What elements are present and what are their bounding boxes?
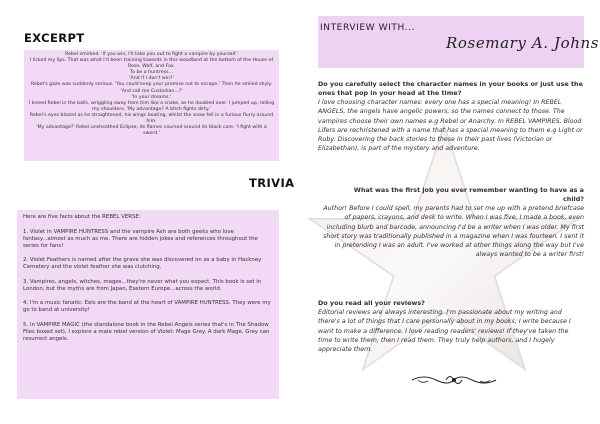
right-page [300, 0, 600, 424]
question-2: What was the first job you ever remember wanting to have as a child? [353, 186, 584, 203]
trivia-item: 4. I'm a music fanatic: Eels are the band at the heart of VAMPIRE HUNTRESS. They were my go to band at university! [23, 300, 271, 313]
excerpt-line: I licked my lips. That was what I'd been training towards in this woodland at the bottom of the House of Rose, Wolf, and Fox. [29, 58, 274, 70]
author-name: Rosemary A. Johns [446, 34, 600, 52]
trivia-item: 5. In VAMPIRE MAGIC (the standalone book in the Rebel Angels series that's in The Shadow Files boxed set), I explore a male rebel version of Violet: Mage Grey. A dark Mage, Grey can resurrect angels. [23, 321, 270, 342]
trivia-item: 1. Violet in VAMPIRE HUNTRESS and the vampire Ash are both geeks who love fantasy...almost as much as me. There are hidden jokes and references throughout the series for fans! [23, 228, 258, 249]
flourish-icon [404, 370, 504, 390]
excerpt-panel [24, 50, 279, 161]
excerpt-line: Rebel's eyes blazed as he straightened, his wings beating, whilst the snow fell in a furious flurry around him. [29, 112, 274, 125]
question-1: Do you carefully select the character names in your books or just use the ones that pop in your head at the time? [318, 80, 583, 97]
excerpt-line: 'In your dreams.' [131, 94, 172, 100]
trivia-intro: Here are five facts about the REBEL VERSE: [23, 214, 141, 220]
excerpt-line: 'My advantage?' Rebel unsheathed Eclipse; its flames coursed around its black core. 'I fight with a sword.' [36, 125, 267, 137]
excerpt-line: I kneed Rebel in the balls, wriggling away from him like a snake, as he doubled over. I jumped up, rolling my shoulders. 'My advantage? A bitch fights dirty.' [28, 100, 275, 112]
answer-1: I love choosing character names: every one has a special meaning! In REBEL ANGELS, the angels have angelic powers, so the names connect to those. The vampires choose their own names e.g Rebel or Anarchy. In REBEL VAMPIRES, Blood Lifers are rechristened with a name that has a special meaning to them e.g Light or Ruby. Discovering the back stories to these in their past lives (Victorian or Elizabethan), is part of the mystery and adventure. [318, 99, 583, 153]
excerpt-line: Rebel's gaze was suddenly serious. 'You could keep your promise not to escape.' Then he smiled shyly. 'And call me Custodian...?' [30, 82, 273, 94]
trivia-heading: TRIVIA [249, 176, 295, 190]
trivia-panel [17, 210, 279, 399]
excerpt-heading: EXCERPT [24, 31, 85, 45]
interview-label: INTERVIEW WITH... [320, 23, 416, 33]
question-3: Do you read all your reviews? [318, 299, 425, 307]
excerpt-line: Rebel smirked. 'If you win, I'll take you out to fight a vampire by yourself.' [65, 52, 238, 57]
excerpt-line: To be a huntress... [130, 70, 173, 76]
excerpt-line: 'And if I don't win?' [129, 76, 174, 82]
trivia-item: 2. Violet Feathers is named after the grave she was discovered on as a baby in Hackney Cemetery and the violet feather she was clutching. [23, 257, 262, 270]
answer-3: Editorial reviews are always interesting. I'm passionate about my writing and there's a lot of things that I care personally about in my books; I write because I want to make a difference. I love reading readers' reviews! If they've taken the time to write them, then I read them. They truly help authors, and I hugely appreciate them. [318, 309, 571, 354]
answer-2: Author! Before I could spell, my parents had to set me up with a pretend briefcase of papers, crayons, and desk to write. When I was five, I made a book, even including blurb and barcode, announcing I'd be a writer when I was older. My first short story was traditionally published in a magazine when I was fourteen. I sent it in pretending I was an adult. I've worked at other things along the way but I've always wanted to be a writer first! [323, 205, 584, 259]
trivia-item: 3. Vampires, angels, witches, mages...they're never what you expect. This book is set in London, but the myths are from Japan, Eastern Europe...across the world. [23, 278, 262, 292]
